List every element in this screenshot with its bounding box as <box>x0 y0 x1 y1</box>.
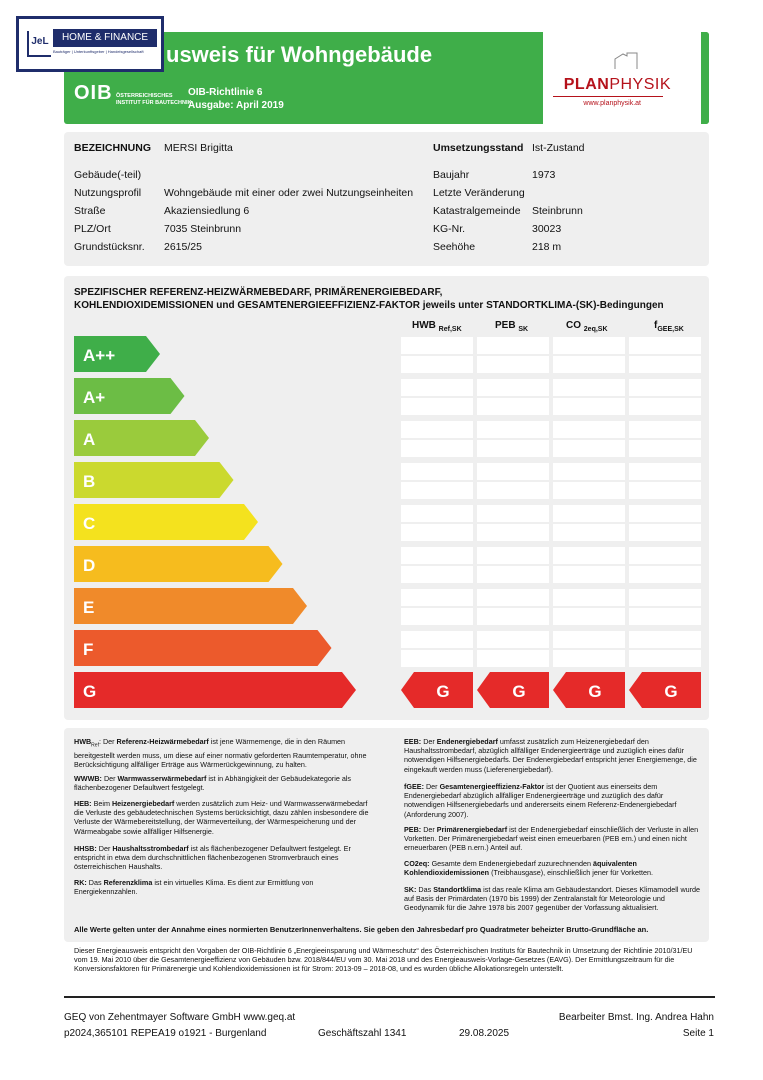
assumption-note: Alle Werte gelten unter der Annahme eines normierten BenutzerInnenverhaltens. Sie geben den Jahresbedarf pro Quadratmeter beheizter Brutto-Grundfläche an. <box>74 925 649 934</box>
footer-page: Seite 1 <box>682 1028 714 1039</box>
value-cell <box>401 379 473 396</box>
info-value: Akaziensiedlung 6 <box>164 205 250 217</box>
value-cell <box>401 421 473 438</box>
value-cell <box>629 524 701 541</box>
efficiency-heading-line1: SPEZIFISCHER REFERENZ-HEIZWÄRMEBEDARF, PRIMÄRENERGIEBEDARF, <box>74 287 443 298</box>
value-cell <box>629 379 701 396</box>
efficiency-class-label: A++ <box>83 346 116 365</box>
peb-term: PEB: <box>404 825 422 834</box>
efficiency-class-label: G <box>83 682 97 701</box>
value-cell <box>477 608 549 625</box>
brand-url: www.planphysik.at <box>583 100 641 107</box>
sk-explanation <box>404 885 704 913</box>
fgee-prefix: Der <box>425 782 438 791</box>
value-cell <box>477 524 549 541</box>
value-cell <box>629 482 701 499</box>
info-label: PLZ/Ort <box>74 223 111 235</box>
footer-editor: Bearbeiter Bmst. Ing. Andrea Hahn <box>558 1012 714 1023</box>
hhsb-prefix: Der <box>98 844 111 853</box>
hwb-explanation: $HWB_{Ref}$: Der Referenz-Heizwärmebedarf ist jene Wärmemenge, die in den Räumen bereitgestellt werden muss, um diese auf einer normativ geforderten Raumtemperatur, ohne Berücksichtigung allfälliger Erträge aus Wärmerückgewinnung, zu halten. <box>74 737 367 769</box>
col-sub: Ref,SK <box>438 326 462 333</box>
value-cell <box>553 440 625 457</box>
footer-project: p2024,365101 REPEA19 o1921 - Burgenland <box>64 1028 267 1039</box>
designation-value: MERSI Brigitta <box>164 142 233 154</box>
directive-edition: Ausgabe: April 2019 <box>188 100 284 111</box>
header-edge <box>701 32 709 124</box>
value-cell <box>629 608 701 625</box>
value-cell <box>553 337 625 354</box>
value-cell <box>477 650 549 667</box>
hwb-term: HWB <box>74 737 92 746</box>
oib-logo: OIB <box>74 82 113 104</box>
sk-text: ist das reale Klima am Gebäudestandort. Dieses Klimamodell wurde auf Basis der Primärdaten (1970 bis 1999) der Zentralanstalt für Meteorologie und Geodynamik für die Jahre 1978 bis 2007 gegenüber der Vorfassung aktualisiert. <box>404 885 701 913</box>
info-label: KG-Nr. <box>433 223 466 235</box>
info-label: Nutzungsprofil <box>74 187 142 199</box>
value-cell <box>629 463 701 480</box>
efficiency-class-label: C <box>83 514 96 533</box>
value-cell <box>629 356 701 373</box>
efficiency-class-arrow <box>74 588 307 624</box>
value-cell <box>401 631 473 648</box>
info-value: Steinbrunn <box>532 205 583 217</box>
col-sub: 2eq,SK <box>583 326 608 333</box>
wwwb-bold: Warmwasserwärmebedarf <box>117 774 207 783</box>
info-label: Straße <box>74 205 106 217</box>
fgee-bold: Gesamtenergieeffizienz-Faktor <box>439 782 545 791</box>
info-value: 1973 <box>532 169 556 181</box>
brand-physik: PHYSIK <box>609 76 671 93</box>
value-cell <box>477 482 549 499</box>
efficiency-class-label: A <box>83 430 96 449</box>
value-cell <box>477 631 549 648</box>
result-class-label: G <box>588 682 602 701</box>
co2-explanation <box>404 859 704 877</box>
jel-mark: JeL <box>27 31 51 57</box>
info-value: 2615/25 <box>164 241 202 253</box>
home-finance-logo <box>16 16 164 72</box>
house-icon <box>613 52 639 70</box>
col-main: HWB <box>412 320 436 331</box>
value-cell <box>553 379 625 396</box>
peb-bold: Primärenergiebedarf <box>436 825 508 834</box>
footer-rule <box>64 996 715 998</box>
value-cell <box>553 631 625 648</box>
value-cell <box>477 589 549 606</box>
wwwb-prefix: Der <box>103 774 116 783</box>
info-value: 7035 Steinbrunn <box>164 223 242 235</box>
value-cell <box>401 608 473 625</box>
result-class-label: G <box>512 682 526 701</box>
designation-label: BEZEICHNUNG <box>74 142 152 154</box>
heb-text: werden zusätzlich zum Heiz- und Warmwasserwärmebedarf die Verluste des gebäudetechnischen Systems berücksichtigt, dazu zählen insbesondere die Verluste der Wärmebereitstellung, der Wärmeverteilung, der Wärmespeicherung und der Wärmeabgabe sowie allfälliger Hilfsenergie. <box>74 799 369 836</box>
value-cell <box>629 421 701 438</box>
col-sub: GEE,SK <box>657 326 684 333</box>
eeb-explanation <box>404 737 704 774</box>
value-cell <box>553 398 625 415</box>
co2-text2: (Treibhausgase), einschließlich jener für Vorketten. <box>491 868 654 878</box>
col-main: PEB <box>495 320 516 331</box>
brand-panel <box>543 32 701 124</box>
sk-term: SK: <box>404 885 417 894</box>
explanations <box>64 728 709 942</box>
oib-institute-name <box>116 93 191 107</box>
hhsb-text: ist als flächenbezogener Defaultwert festgelegt. Er entspricht in etwa dem durchschnittlichen flächenbezogenen Stromverbrauch eines österreichischen Haushalts. <box>74 844 351 872</box>
hhsb-term: HHSB: <box>74 844 97 853</box>
hwb-bold: Referenz-Heizwärmebedarf <box>116 737 209 746</box>
info-label: Seehöhe <box>433 241 476 253</box>
value-cell <box>401 440 473 457</box>
efficiency-class-arrow <box>74 630 332 666</box>
result-class-label: G <box>664 682 678 701</box>
rk-prefix: Das <box>88 878 102 887</box>
eeb-prefix: Der <box>423 737 435 746</box>
brand-divider <box>553 96 663 97</box>
value-cell <box>629 440 701 457</box>
peb-prefix: Der <box>423 825 435 834</box>
planphysik-logo <box>564 76 671 94</box>
fgee-text: ist der Quotient aus einerseits dem Endenergiebedarf abzüglich allfälliger Endenergieerträge und zuzüglich des dafür notwendigen Hilfsenergiebedarfs und andererseits einem Referenz-Endenergiebedarf (Anforderung 2007). <box>404 782 677 819</box>
value-cell <box>477 440 549 457</box>
state-label: Umsetzungsstand <box>433 142 524 154</box>
result-class-label: G <box>436 682 450 701</box>
eeb-text: umfasst zusätzlich zum Heizenergiebedarf den Haushaltsstrombedarf, abzüglich allfälliger Endenergieerträge und zuzüglich eines dafür notwendigen Hilfsenergiebedarfs. Der Endenergiebedarf entspricht jener Energiemenge, die eingekauft werden muss (Lieferenergiebedarf). <box>404 737 697 774</box>
value-cell <box>553 463 625 480</box>
state-value: Ist-Zustand <box>532 142 585 154</box>
value-cell <box>629 398 701 415</box>
value-cell <box>553 421 625 438</box>
value-cell <box>477 505 549 522</box>
fgee-explanation <box>404 782 704 819</box>
value-cell <box>477 337 549 354</box>
fgee-term: fGEE: <box>404 782 424 791</box>
col-main: CO <box>566 320 581 331</box>
wwwb-term: WWWB: <box>74 774 102 783</box>
efficiency-scale <box>64 276 709 720</box>
info-value: Wohngebäude mit einer oder zwei Nutzungseinheiten <box>164 187 414 199</box>
value-cell <box>553 650 625 667</box>
value-cell <box>553 356 625 373</box>
value-cell <box>553 566 625 583</box>
efficiency-class-arrow <box>74 462 234 498</box>
rk-explanation <box>74 878 374 896</box>
sk-bold: Standortklima <box>433 885 482 894</box>
value-cell <box>401 650 473 667</box>
value-cell <box>553 482 625 499</box>
heb-prefix: Beim <box>93 799 110 808</box>
co2-text: Gesamte dem Endenergiebedarf zuzurechnenden <box>431 859 591 868</box>
value-cell <box>629 505 701 522</box>
info-label: Grundstücksnr. <box>74 241 145 253</box>
info-value: 218 m <box>532 241 562 253</box>
oib-sub-line2: INSTITUT FÜR BAUTECHNIK <box>116 100 192 106</box>
directive-info <box>188 86 284 112</box>
value-cell <box>477 566 549 583</box>
col-main: f <box>654 320 658 331</box>
eeb-term: EEB: <box>404 737 422 746</box>
brand-plan: PLAN <box>563 76 610 93</box>
building-info <box>64 132 709 266</box>
footer-date: 29.08.2025 <box>459 1028 510 1039</box>
legal-disclaimer: Dieser Energieausweis entspricht den Vorgaben der OIB-Richtlinie 6 „Energieeinsparung und Wärmeschutz“ des Österreichischen Instituts für Bautechnik in Umsetzung der Richtlinie 2010/31/EU vom 19. Mai 2010 über die Gesamtenergieeffizienz von Gebäuden bzw. 2018/844/EU vom 30. Mai 2018 und des Energieausweis-Vorlage-Gesetzes (EAVG). Der Ermittlungszeitraum für die Konversionsfaktoren für Primärenergie und Kohlendioxidemissionen ist für Strom: 2013-09 – 2018-08, und es wurden übliche Allokationsregeln unterstellt. <box>74 946 693 974</box>
footer-gz: Geschäftszahl 1341 <box>318 1028 407 1039</box>
peb-explanation <box>404 825 704 853</box>
value-cell <box>477 356 549 373</box>
co2-term: CO2eq: <box>404 859 430 868</box>
wwwb-text: ist in Abhängigkeit der Gebäudekategorie als flächenbezogener Defaultwert festgelegt. <box>74 774 352 793</box>
value-cell <box>477 421 549 438</box>
home-finance-tagline: Bauträger | Unterkunftsgeber | Handelsgesellschaft <box>53 49 144 54</box>
value-cell <box>553 547 625 564</box>
value-cell <box>401 505 473 522</box>
efficiency-class-arrow <box>74 504 258 540</box>
value-cell <box>553 608 625 625</box>
efficiency-class-label: F <box>83 640 94 659</box>
value-cell <box>401 589 473 606</box>
info-label: Katastralgemeinde <box>433 205 521 217</box>
value-cell <box>401 463 473 480</box>
value-cell <box>401 482 473 499</box>
value-cell <box>553 524 625 541</box>
efficiency-class-label: E <box>83 598 95 617</box>
value-cell <box>629 547 701 564</box>
hhsb-explanation <box>74 844 374 872</box>
efficiency-heading-line2: KOHLENDIOXIDEMISSIONEN und GESAMTENERGIEEFFIZIENZ-FAKTOR jeweils unter STANDORTKLIMA-(SK)-Bedingungen <box>74 299 664 311</box>
rk-text: ist ein virtuelles Klima. Es dient zur Ermittlung von Energiekennzahlen. <box>74 878 314 897</box>
value-cell <box>629 589 701 606</box>
hhsb-bold: Haushaltsstrombedarf <box>112 844 189 853</box>
value-cell <box>477 379 549 396</box>
value-cell <box>629 566 701 583</box>
heb-term: HEB: <box>74 799 92 808</box>
hwb-term-sub: Ref <box>91 742 99 749</box>
eeb-bold: Endenergiebedarf <box>436 737 498 746</box>
wwwb-explanation <box>74 774 374 792</box>
heb-explanation <box>74 799 374 836</box>
value-cell <box>477 463 549 480</box>
rk-term: RK: <box>74 878 87 887</box>
directive-name: OIB-Richtlinie 6 <box>188 87 263 98</box>
value-cell <box>629 650 701 667</box>
co2-bold: äquivalenten Kohlendioxidemissionen <box>404 859 637 878</box>
value-cell <box>629 337 701 354</box>
home-finance-name: HOME & FINANCE <box>53 29 157 47</box>
value-cell <box>629 631 701 648</box>
value-cell <box>401 398 473 415</box>
value-cell <box>401 547 473 564</box>
peb-text: ist der Endenergiebedarf einschließlich der Verluste in allen Vorketten. Der Primärenergiebedarf weist einen erneuerbaren (PEB ern.) und einen nicht erneuerbaren (PEB n.ern.) Anteil auf. <box>404 825 699 853</box>
hwb-text: ist jene Wärmemenge, die in den Räumen bereitgestellt werden muss, um diese auf einer normativ geforderten Raumtemperatur, ohne Berücksichtigung allfälliger Erträge aus Wärmerückgewinnung, zu halten. <box>74 737 367 769</box>
value-cell <box>553 589 625 606</box>
sk-prefix: Das <box>418 885 432 894</box>
value-cell <box>401 566 473 583</box>
value-cell <box>401 524 473 541</box>
efficiency-section <box>64 276 709 720</box>
col-sub: SK <box>518 326 529 333</box>
page-title: usweis für Wohngebäude <box>166 42 433 67</box>
efficiency-class-label: B <box>83 472 96 491</box>
heb-bold: Heizenergiebedarf <box>111 799 175 808</box>
value-cell <box>401 356 473 373</box>
efficiency-class-label: D <box>83 556 96 575</box>
efficiency-class-label: A+ <box>83 388 106 407</box>
oib-sub-line1: ÖSTERREICHISCHES <box>116 93 173 99</box>
info-label: Letzte Veränderung <box>433 187 525 199</box>
value-cell <box>553 505 625 522</box>
efficiency-class-arrow <box>74 672 356 708</box>
value-cell <box>477 398 549 415</box>
rk-bold: Referenzklima <box>103 878 153 887</box>
info-label: Gebäude(-teil) <box>74 169 142 181</box>
info-label: Baujahr <box>433 169 470 181</box>
value-cell <box>477 547 549 564</box>
footer-software: GEQ von Zehentmayer Software GmbH www.geq.at <box>64 1012 296 1023</box>
value-cell <box>401 337 473 354</box>
info-value: 30023 <box>532 223 562 235</box>
efficiency-class-arrow <box>74 546 283 582</box>
